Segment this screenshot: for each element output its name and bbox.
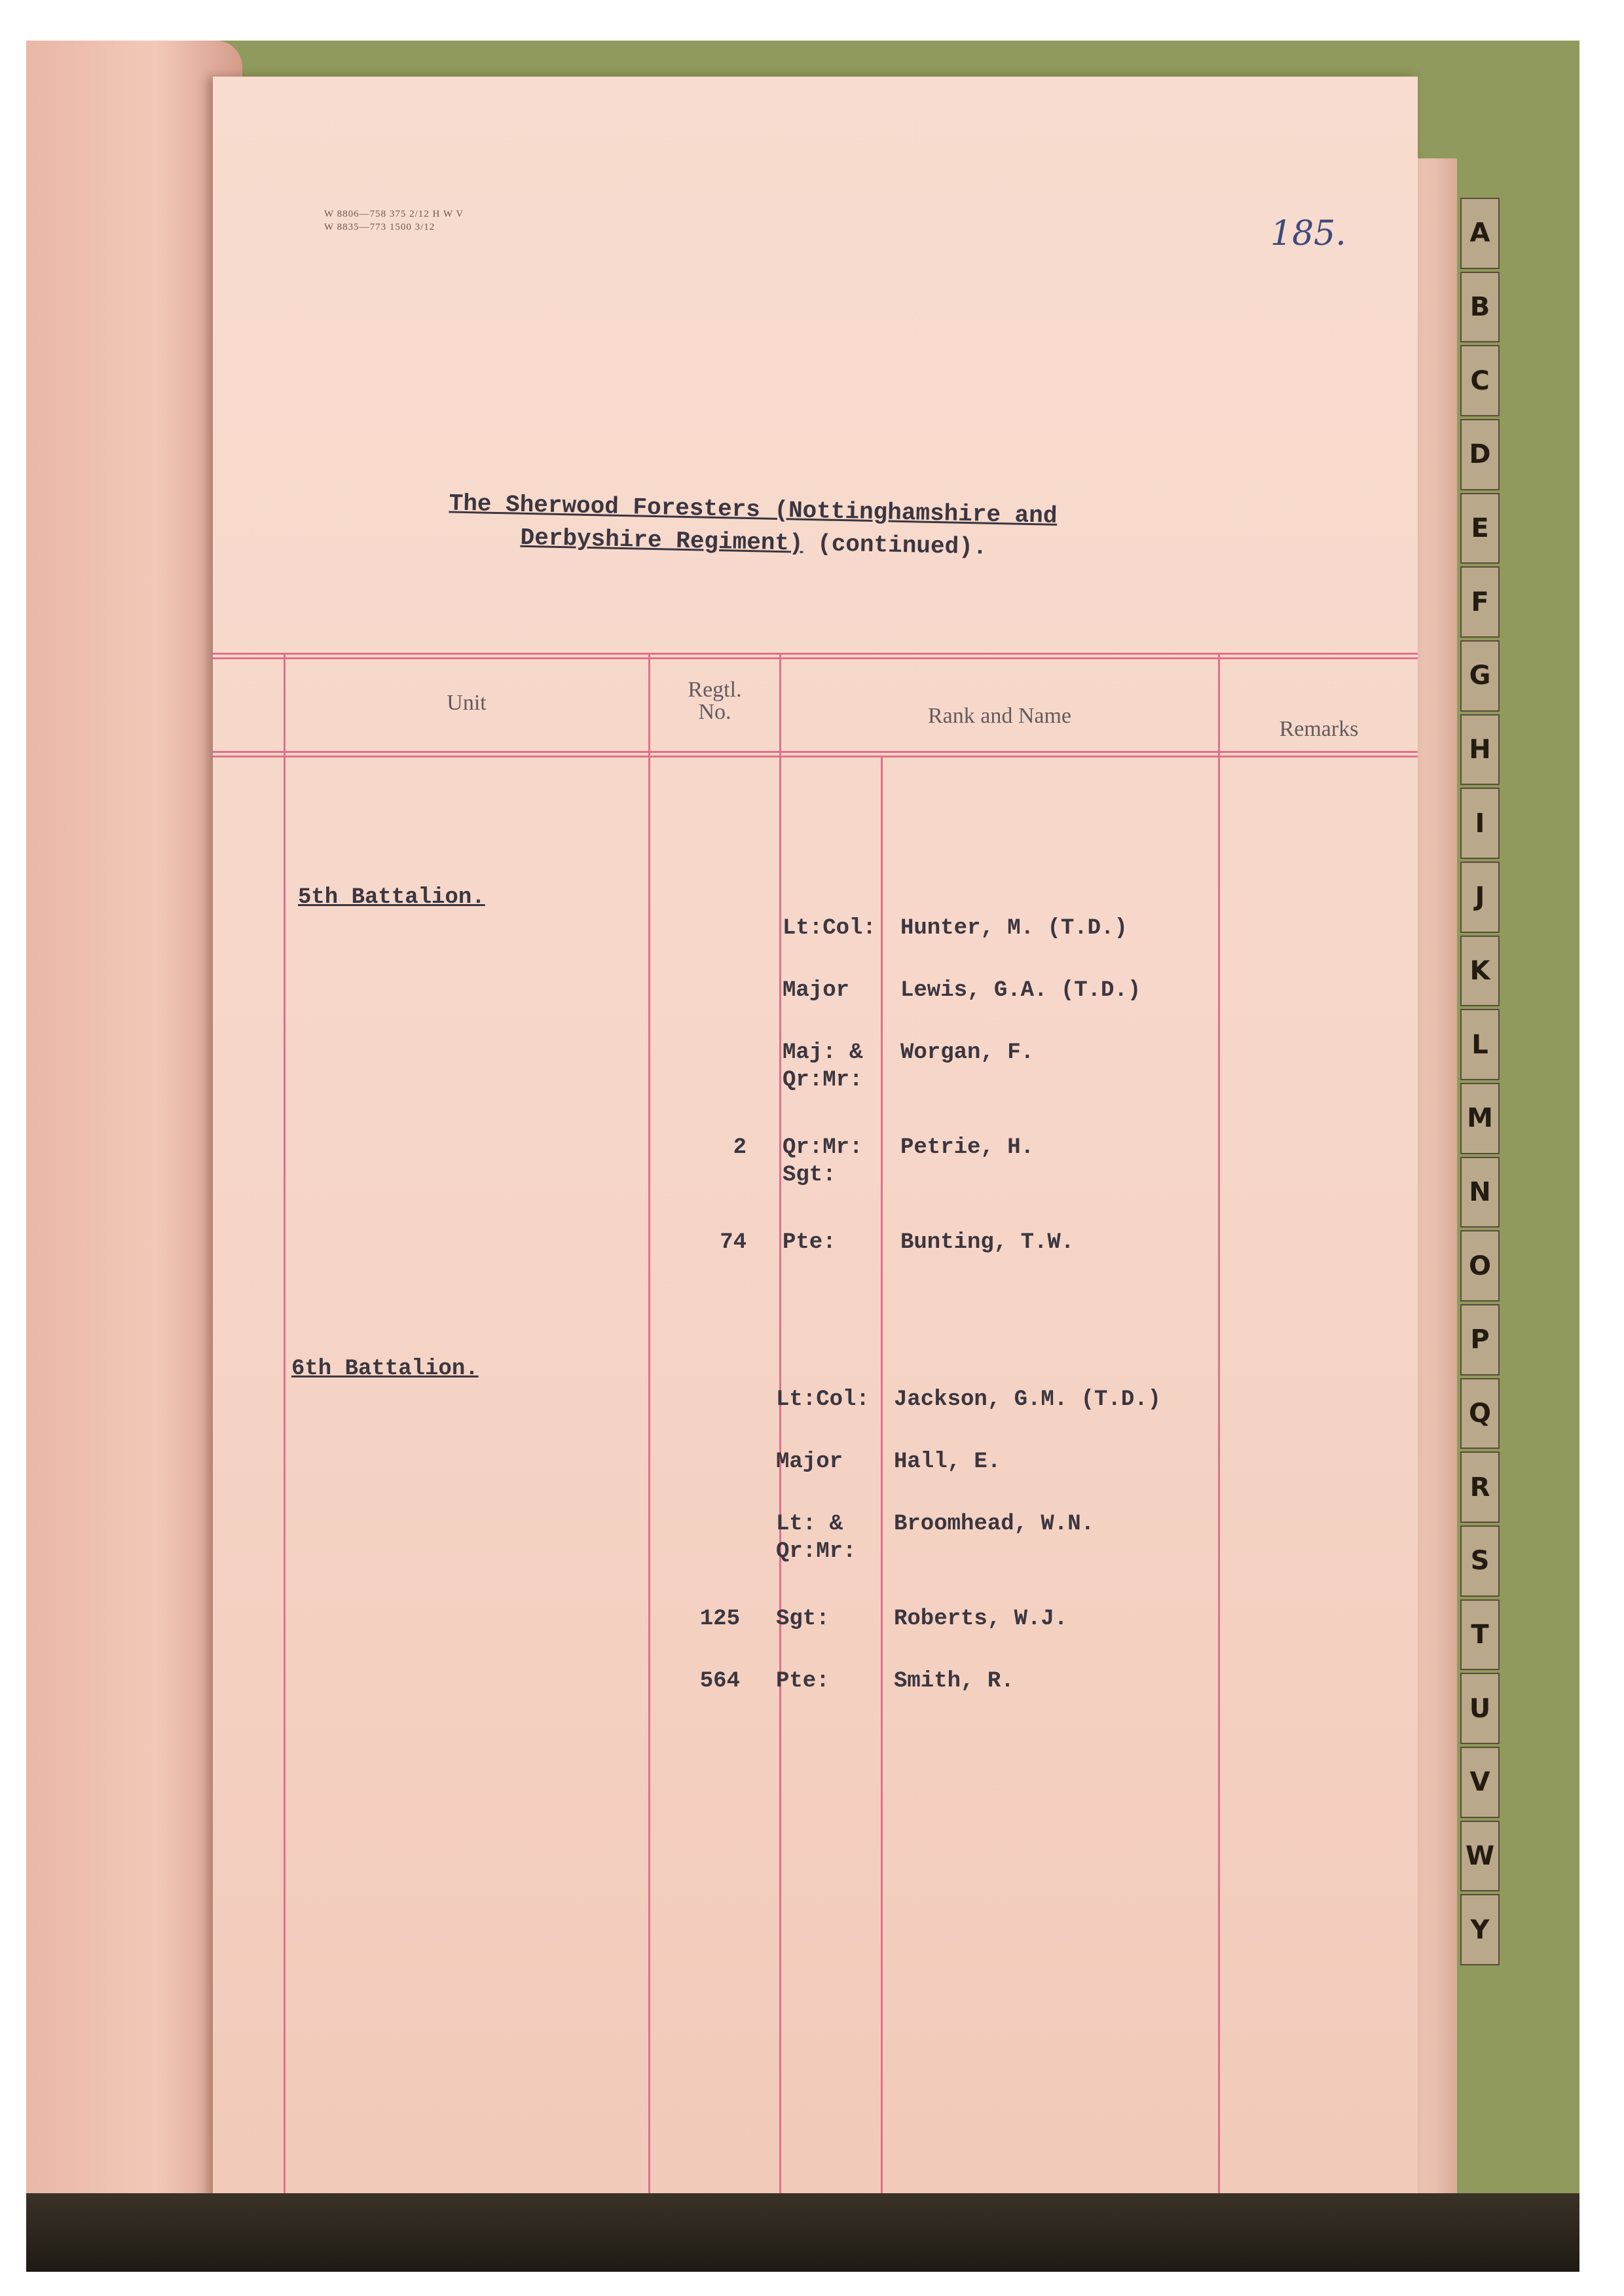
index-tab[interactable]: C — [1460, 345, 1500, 416]
entry-name: Jackson, G.M. (T.D.) — [894, 1387, 1162, 1412]
title-line: The Sherwood Foresters (Nottinghamshire and — [449, 490, 1058, 530]
entry-rank: Qr:Mr: Sgt: — [783, 1135, 863, 1188]
index-tab[interactable]: E — [1460, 493, 1500, 564]
entry-rank: Lt: & Qr:Mr: — [776, 1512, 857, 1564]
entry-name: Roberts, W.J. — [894, 1607, 1068, 1631]
header-bottom-rule — [213, 751, 1418, 753]
entry-rank: Sgt: — [776, 1607, 830, 1631]
index-tab[interactable]: B — [1460, 272, 1500, 343]
entry-name: Lewis, G.A. (T.D.) — [900, 978, 1141, 1003]
unit-name: 6th Battalion. — [291, 1357, 479, 1381]
index-tab[interactable]: O — [1460, 1230, 1500, 1302]
index-tab[interactable]: J — [1460, 862, 1500, 933]
index-tab[interactable]: A — [1460, 198, 1500, 269]
unit-name: 5th Battalion. — [298, 885, 485, 910]
column-rule — [648, 653, 650, 2201]
index-tab[interactable]: D — [1460, 419, 1500, 490]
left-page — [26, 41, 242, 2208]
photo-frame — [26, 41, 1579, 2272]
column-rule — [779, 653, 781, 2201]
column-rule — [881, 757, 883, 2201]
header-rank-name: Rank and Name — [927, 704, 1072, 728]
index-tab[interactable]: P — [1460, 1304, 1500, 1376]
entry-name: Bunting, T.W. — [900, 1230, 1075, 1255]
print-code-line: W 8835—773 1500 3/12 — [324, 222, 435, 232]
index-tab[interactable]: K — [1460, 936, 1500, 1007]
ledger-page — [213, 77, 1418, 2201]
entry-name: Smith, R. — [894, 1669, 1014, 1694]
entry-regtl-no: 74 — [720, 1230, 747, 1255]
print-code-line: W 8806—758 375 2/12 H W V — [324, 209, 464, 219]
entry-rank: Major — [783, 978, 850, 1003]
entry-name: Broomhead, W.N. — [894, 1512, 1095, 1537]
index-tab[interactable]: Y — [1460, 1894, 1500, 1965]
print-code — [324, 208, 464, 234]
folio-number: 185. — [1270, 214, 1346, 253]
entry-rank: Major — [776, 1449, 843, 1474]
index-tab[interactable]: Q — [1460, 1378, 1500, 1449]
index-tabs — [1460, 198, 1500, 1965]
index-tab[interactable]: M — [1460, 1083, 1500, 1154]
column-rule — [1218, 653, 1220, 2201]
entry-regtl-no: 125 — [699, 1607, 740, 1631]
index-tab[interactable]: S — [1460, 1525, 1500, 1597]
index-tab[interactable]: F — [1460, 566, 1500, 638]
header-bottom-rule — [213, 756, 1418, 757]
header-remarks: Remarks — [1279, 717, 1359, 741]
index-tab[interactable]: U — [1460, 1673, 1500, 1744]
index-tab[interactable]: T — [1460, 1599, 1500, 1671]
title-continued: (continued). — [803, 530, 987, 561]
header-top-rule — [213, 653, 1418, 655]
entry-rank: Lt:Col: — [776, 1387, 870, 1412]
title-regiment: Derbyshire Regiment) — [520, 524, 804, 557]
table-shadow — [26, 2193, 1579, 2272]
entry-regtl-no: 2 — [733, 1135, 747, 1160]
index-tab[interactable]: L — [1460, 1009, 1500, 1080]
index-tab[interactable]: R — [1460, 1451, 1500, 1523]
page-title — [448, 487, 1235, 569]
entry-regtl-no: 564 — [699, 1669, 740, 1694]
index-tab[interactable]: N — [1460, 1157, 1500, 1228]
header-unit: Unit — [447, 691, 487, 715]
index-tab[interactable]: W — [1460, 1821, 1500, 1892]
entry-name: Hall, E. — [894, 1449, 1001, 1474]
entry-name: Worgan, F. — [900, 1040, 1035, 1065]
entry-name: Hunter, M. (T.D.) — [900, 916, 1128, 941]
index-tab[interactable]: H — [1460, 714, 1500, 786]
header-regtl-no: Regtl. No. — [688, 678, 742, 724]
index-tab[interactable]: I — [1460, 788, 1500, 859]
entry-name: Petrie, H. — [900, 1135, 1035, 1160]
entry-rank: Lt:Col: — [783, 916, 876, 941]
margin-rule — [284, 653, 286, 2201]
index-tab[interactable]: V — [1460, 1747, 1500, 1818]
index-tab[interactable]: G — [1460, 640, 1500, 712]
header-top-rule — [213, 657, 1418, 659]
entry-rank: Pte: — [783, 1230, 836, 1255]
entry-rank: Maj: & Qr:Mr: — [783, 1040, 863, 1093]
entry-rank: Pte: — [776, 1669, 830, 1694]
